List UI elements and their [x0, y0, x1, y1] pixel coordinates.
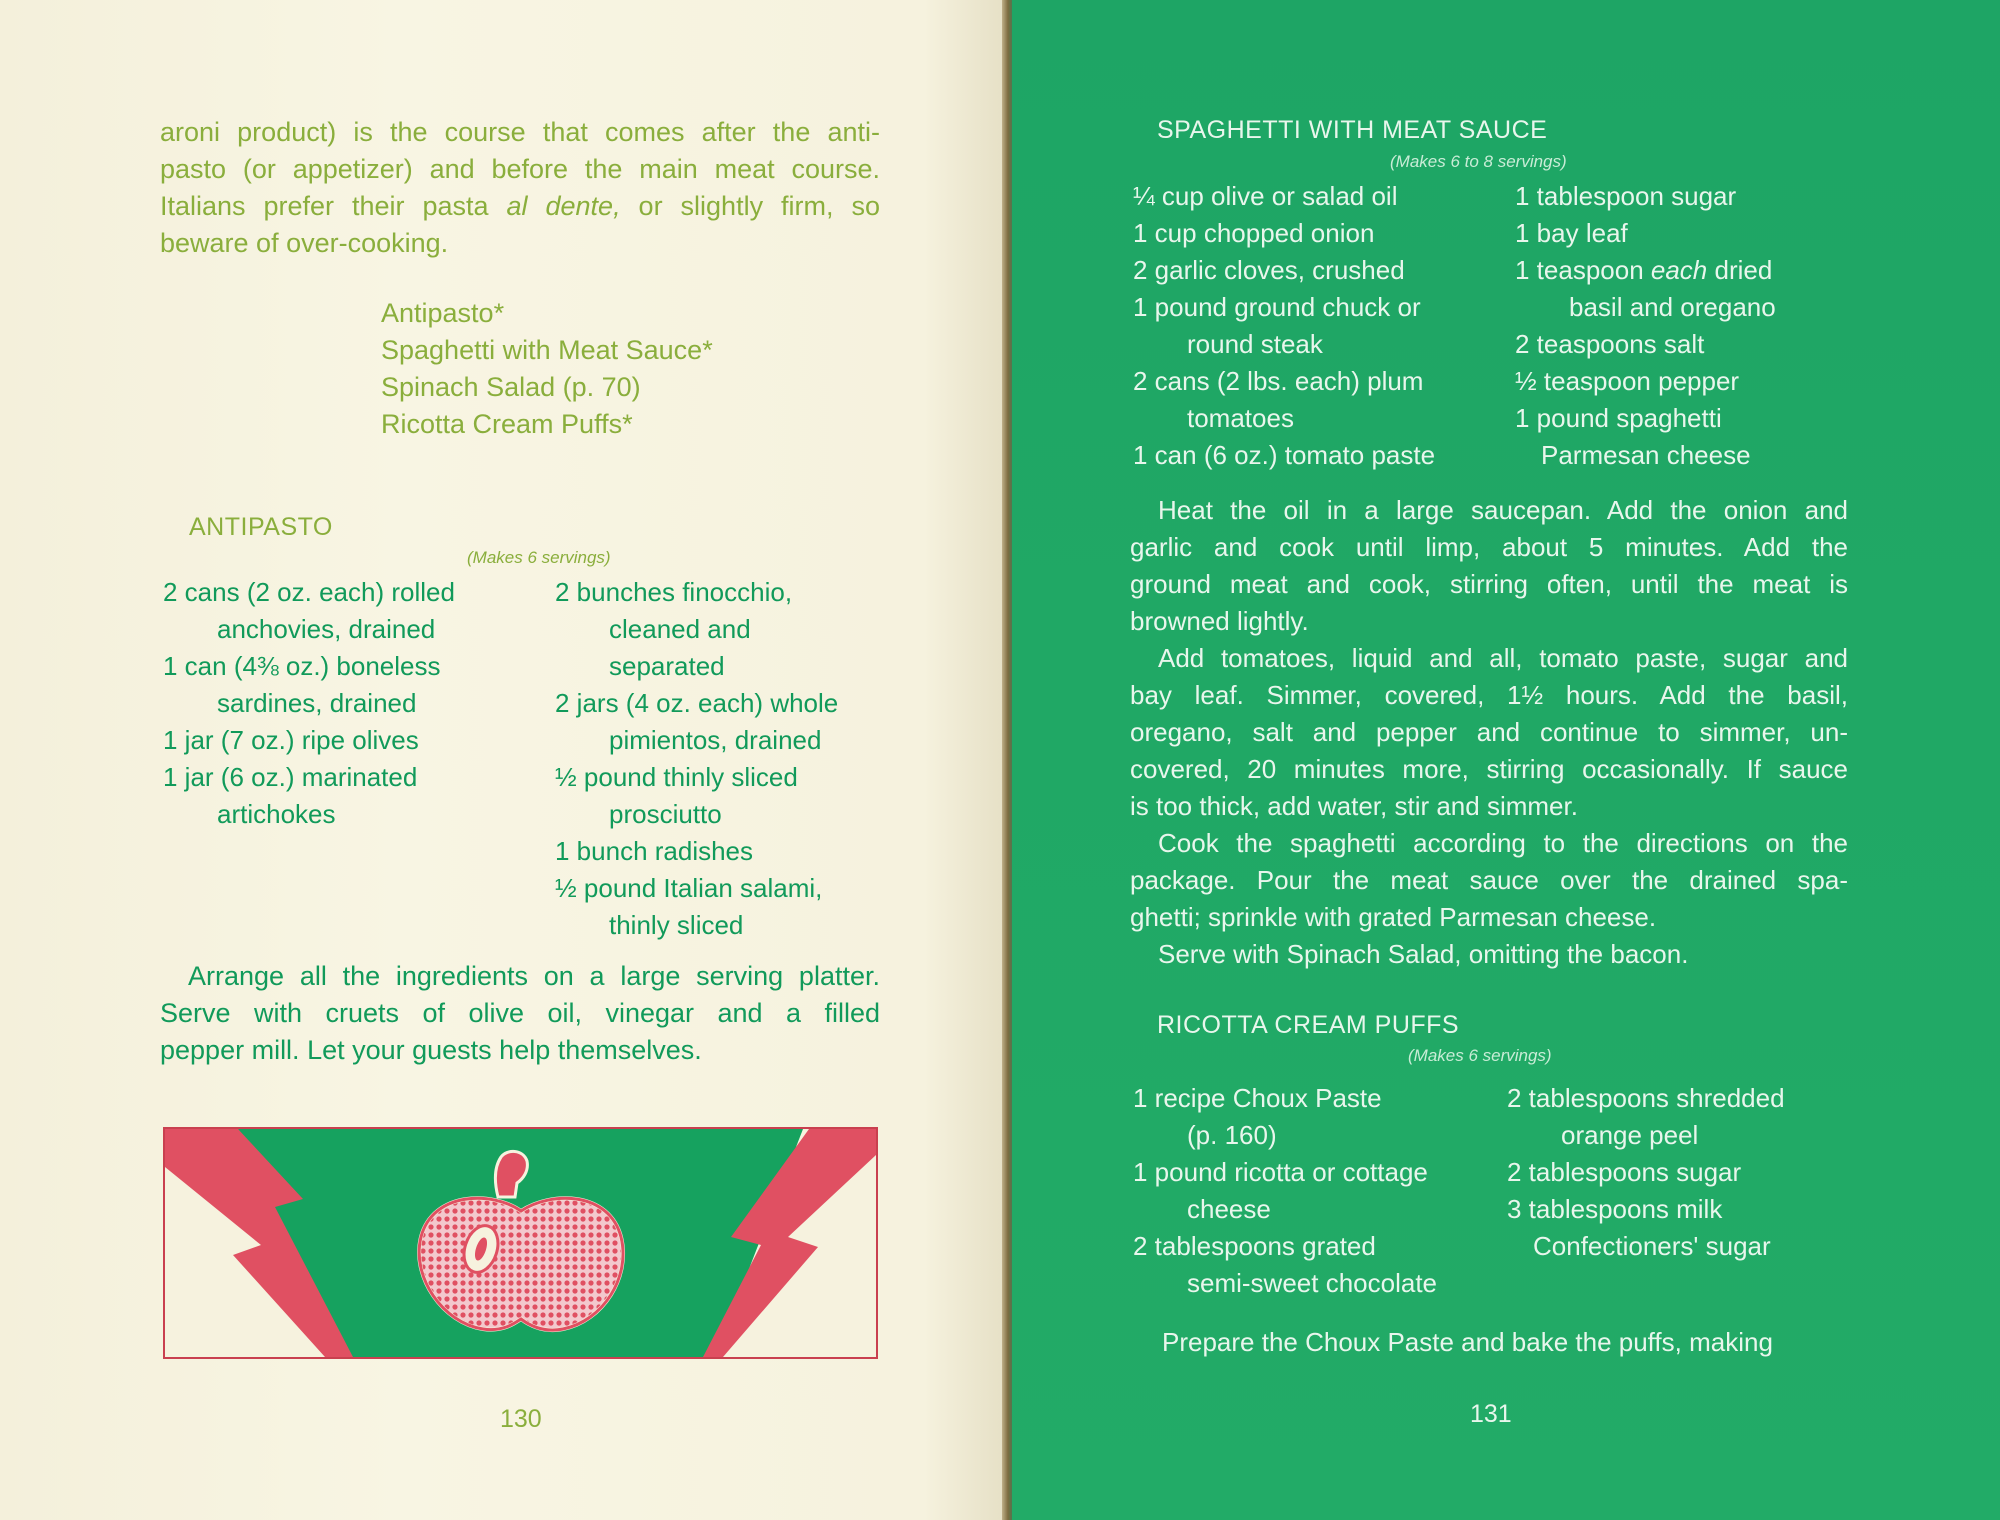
- ricotta-ingredient: cheese: [1187, 1194, 1271, 1224]
- instruction-line: Serve with Spinach Salad, omitting the bacon.: [1158, 939, 1689, 969]
- instruction-line: ghetti; sprinkle with grated Parmesan cheese.: [1130, 902, 1657, 932]
- spaghetti-ingredient: 1 tablespoon sugar: [1515, 181, 1737, 211]
- ricotta-ingredient: 1 recipe Choux Paste: [1133, 1083, 1382, 1113]
- menu-item: Antipasto*: [381, 298, 505, 328]
- antipasto-ingredient: cleaned and: [609, 614, 751, 644]
- instruction-line: Serve with cruets of olive oil, vinegar and a filled: [160, 998, 880, 1028]
- page-number-right: 131: [1470, 1400, 1512, 1428]
- instruction-line: garlic and cook until limp, about 5 minutes. Add the: [1130, 532, 1848, 562]
- spaghetti-ingredient: round steak: [1187, 329, 1323, 359]
- antipasto-ingredient: prosciutto: [609, 799, 722, 829]
- spaghetti-ingredient: 2 cans (2 lbs. each) plum: [1133, 366, 1424, 396]
- ricotta-ingredient: Confectioners' sugar: [1533, 1231, 1771, 1261]
- intro-line: Italians prefer their pasta al dente, or slightly firm, so: [160, 191, 880, 221]
- instruction-line: browned lightly.: [1130, 606, 1309, 636]
- intro-line: aroni product) is the course that comes after the anti-: [160, 117, 880, 147]
- antipasto-yield: (Makes 6 servings): [467, 548, 611, 567]
- antipasto-ingredients-col2: [555, 574, 838, 944]
- ricotta-ingredient: orange peel: [1561, 1120, 1699, 1150]
- spaghetti-yield: (Makes 6 to 8 servings): [1390, 152, 1567, 171]
- antipasto-ingredient: pimientos, drained: [609, 725, 822, 755]
- antipasto-ingredients-col1: [163, 574, 455, 833]
- spaghetti-ingredient: Parmesan cheese: [1541, 440, 1751, 470]
- ricotta-ingredient: semi-sweet chocolate: [1187, 1268, 1437, 1298]
- antipasto-ingredient: ½ pound thinly sliced: [555, 762, 798, 792]
- antipasto-ingredient: separated: [609, 651, 725, 681]
- instruction-line: pepper mill. Let your guests help themselves.: [160, 1035, 702, 1065]
- spaghetti-instructions: [1130, 492, 1848, 973]
- menu-item: Ricotta Cream Puffs*: [381, 409, 633, 439]
- ricotta-ingredient: 2 tablespoons shredded: [1507, 1083, 1785, 1113]
- instruction-line: oregano, salt and pepper and continue to simmer, un-: [1130, 717, 1848, 747]
- ricotta-ingredients-col2: [1507, 1080, 1785, 1265]
- instruction-line: bay leaf. Simmer, covered, 1½ hours. Add the basil,: [1130, 680, 1848, 710]
- spaghetti-ingredient: 1 bay leaf: [1515, 218, 1628, 248]
- ricotta-ingredient: 2 tablespoons sugar: [1507, 1157, 1742, 1187]
- ricotta-ingredient: 3 tablespoons milk: [1507, 1194, 1723, 1224]
- intro-line: pasto (or appetizer) and before the main meat course.: [160, 154, 880, 184]
- instruction-line: covered, 20 minutes more, stirring occasionally. If sauce: [1130, 754, 1848, 784]
- menu-item: Spinach Salad (p. 70): [381, 372, 641, 402]
- spaghetti-ingredient: tomatoes: [1187, 403, 1294, 433]
- antipasto-ingredient: 1 jar (6 oz.) marinated: [163, 762, 418, 792]
- antipasto-ingredient: 2 jars (4 oz. each) whole: [555, 688, 839, 718]
- ricotta-instructions-line: Prepare the Choux Paste and bake the puffs, making: [1162, 1327, 1773, 1357]
- antipasto-ingredient: ½ pound Italian salami,: [555, 873, 823, 903]
- spaghetti-ingredient: 1 pound spaghetti: [1515, 403, 1722, 433]
- antipasto-ingredient: thinly sliced: [609, 910, 744, 940]
- antipasto-ingredient: 2 cans (2 oz. each) rolled: [163, 577, 455, 607]
- ricotta-ingredient: 2 tablespoons grated: [1133, 1231, 1376, 1261]
- instruction-line: Heat the oil in a large saucepan. Add the onion and: [1158, 495, 1848, 525]
- antipasto-ingredient: 1 bunch radishes: [555, 836, 754, 866]
- antipasto-ingredient: 1 jar (7 oz.) ripe olives: [163, 725, 419, 755]
- spaghetti-ingredient: 1 pound ground chuck or: [1133, 292, 1421, 322]
- page-number-left: 130: [500, 1405, 542, 1433]
- spaghetti-ingredient: ¼ cup olive or salad oil: [1133, 181, 1398, 211]
- ricotta-ingredients-col1: [1133, 1080, 1437, 1302]
- antipasto-ingredient: 1 can (4⅜ oz.) boneless: [163, 651, 441, 681]
- instruction-line: is too thick, add water, stir and simmer.: [1130, 791, 1578, 821]
- ricotta-ingredient: 1 pound ricotta or cottage: [1133, 1157, 1428, 1187]
- antipasto-ingredient: sardines, drained: [217, 688, 417, 718]
- ricotta-yield: (Makes 6 servings): [1408, 1046, 1552, 1065]
- apple-illustration: [163, 1127, 878, 1364]
- instruction-line: Cook the spaghetti according to the directions on the: [1158, 828, 1848, 858]
- spaghetti-ingredient: 2 teaspoons salt: [1515, 329, 1705, 359]
- spaghetti-ingredients-col2: [1515, 178, 1776, 474]
- spaghetti-ingredient: 1 teaspoon each dried: [1515, 255, 1773, 285]
- spaghetti-ingredient: 1 can (6 oz.) tomato paste: [1133, 440, 1436, 470]
- intro-paragraph: [160, 114, 880, 262]
- ricotta-ingredient: (p. 160): [1187, 1120, 1277, 1150]
- instruction-line: Add tomatoes, liquid and all, tomato paste, sugar and: [1158, 643, 1848, 673]
- spaghetti-ingredients-col1: [1133, 178, 1435, 474]
- instruction-line: package. Pour the meat sauce over the drained spa-: [1130, 865, 1848, 895]
- spaghetti-ingredient: 2 garlic cloves, crushed: [1133, 255, 1405, 285]
- spaghetti-title: SPAGHETTI WITH MEAT SAUCE: [1157, 116, 1548, 144]
- instruction-line: Arrange all the ingredients on a large serving platter.: [188, 961, 880, 991]
- antipasto-title: ANTIPASTO: [189, 513, 333, 541]
- menu-item: Spaghetti with Meat Sauce*: [381, 335, 713, 365]
- antipasto-instructions: [160, 958, 880, 1069]
- antipasto-ingredient: 2 bunches finocchio,: [555, 577, 793, 607]
- ricotta-title: RICOTTA CREAM PUFFS: [1157, 1011, 1460, 1039]
- spaghetti-ingredient: basil and oregano: [1569, 292, 1776, 322]
- spaghetti-ingredient: ½ teaspoon pepper: [1515, 366, 1740, 396]
- spaghetti-ingredient: 1 cup chopped onion: [1133, 218, 1375, 248]
- intro-line: beware of over-cooking.: [160, 228, 449, 258]
- antipasto-ingredient: artichokes: [217, 799, 336, 829]
- instruction-line: ground meat and cook, stirring often, until the meat is: [1130, 569, 1848, 599]
- antipasto-ingredient: anchovies, drained: [217, 614, 436, 644]
